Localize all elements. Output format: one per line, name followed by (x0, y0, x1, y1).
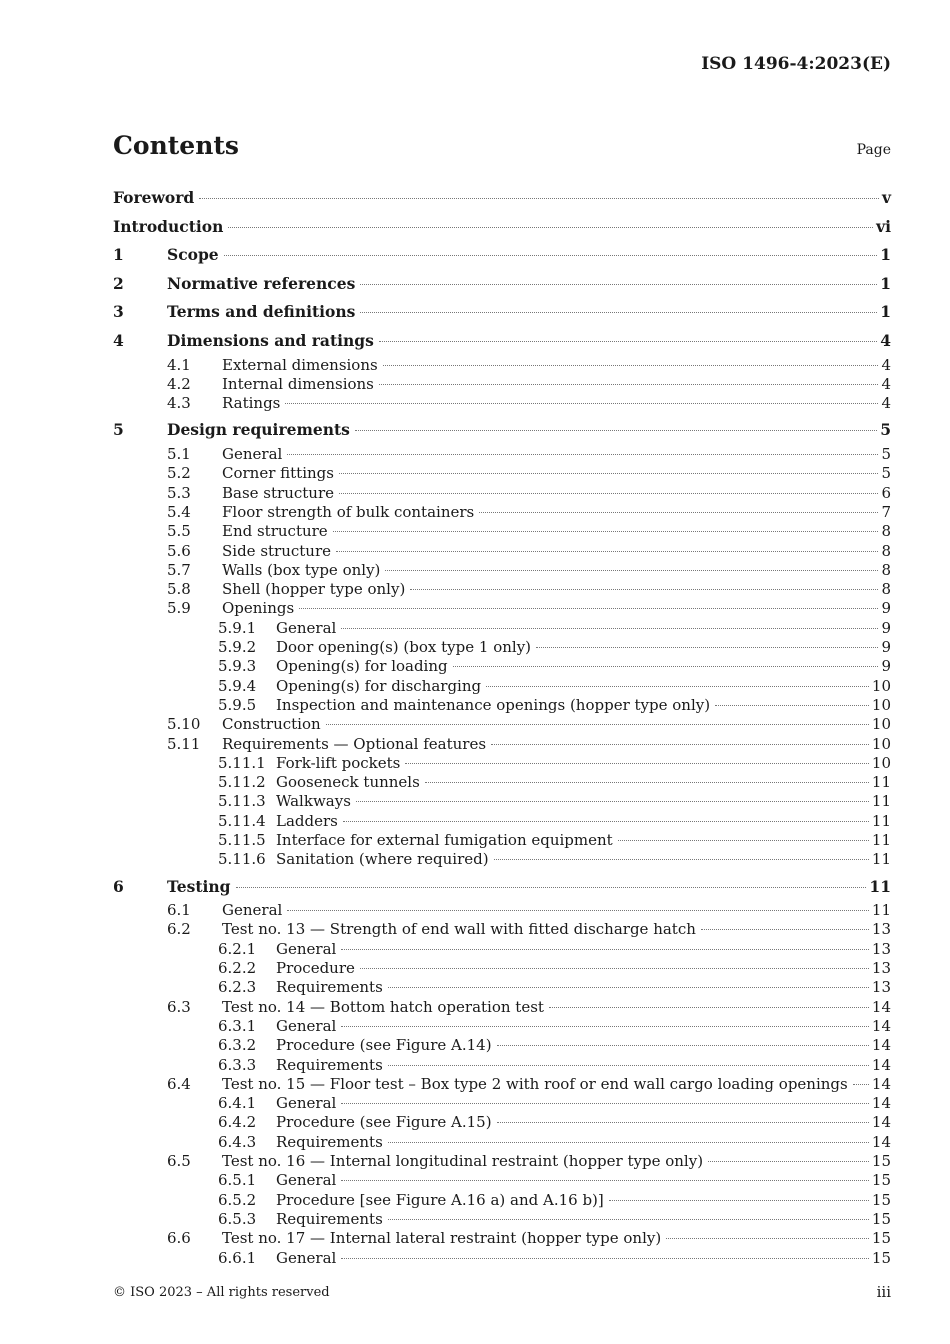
toc-entry[interactable] (113, 1249, 891, 1268)
toc-entry-page: 13 (871, 939, 891, 958)
toc-entry-title[interactable]: Door opening(s) (box type 1 only) (276, 638, 532, 657)
toc-entry-number: 2 (113, 273, 124, 293)
toc-entry-number: 5 (113, 420, 124, 440)
toc-entry[interactable] (113, 1191, 891, 1210)
dot-leader (388, 1065, 869, 1066)
toc-entry[interactable] (113, 1094, 891, 1113)
toc-entry[interactable] (113, 715, 891, 734)
toc-entry-title[interactable]: Sanitation (where required) (276, 850, 489, 869)
toc-entry-page: 5 (880, 420, 891, 440)
toc-entry-page: 10 (871, 753, 891, 772)
toc-entry-number: 5.11.2 (218, 773, 266, 792)
toc-entry-page: 1 (880, 273, 891, 293)
toc-entry-page: 14 (871, 1036, 891, 1055)
toc-entry[interactable] (113, 356, 891, 375)
page-title: Contents (113, 131, 240, 160)
toc-entry-title[interactable]: Procedure (276, 959, 355, 978)
dot-leader (224, 255, 878, 256)
toc-entry-number: 4.3 (167, 394, 191, 413)
toc-entry-number: 6.4.3 (218, 1132, 257, 1151)
toc-entry-number: 5.9.5 (218, 695, 257, 714)
toc-entry-page: 14 (871, 1055, 891, 1074)
dot-leader (388, 987, 869, 988)
toc-entry-page: 14 (871, 997, 891, 1016)
dot-leader (701, 929, 869, 930)
copyright-notice: © ISO 2023 – All rights reserved (113, 1285, 330, 1300)
toc-entry[interactable] (113, 677, 891, 696)
toc-entry[interactable] (113, 503, 891, 522)
dot-leader (360, 312, 877, 313)
toc-entry-title[interactable]: Test no. 14 — Bottom hatch operation test (222, 997, 544, 1016)
toc-entry[interactable] (113, 1171, 891, 1190)
toc-entry-title[interactable]: Design requirements (167, 420, 350, 440)
dot-leader (339, 493, 878, 494)
dot-leader (355, 430, 877, 431)
toc-entry-page: 5 (881, 464, 891, 483)
toc-entry-page: 11 (871, 792, 891, 811)
toc-entry-number: 5.1 (167, 445, 191, 464)
toc-entry-title[interactable]: Floor strength of bulk containers (222, 502, 475, 521)
toc-entry[interactable] (113, 638, 891, 657)
toc-entry-title[interactable]: General (276, 618, 337, 637)
toc-entry-number: 5.11.1 (218, 753, 266, 772)
dot-leader (549, 1007, 869, 1008)
toc-entry-page: 13 (871, 920, 891, 939)
toc-entry-page: 6 (881, 483, 891, 502)
toc-entry-number: 5.9.4 (218, 676, 257, 695)
toc-entry-page: 1 (880, 302, 891, 322)
toc-entry[interactable] (113, 542, 891, 561)
dot-leader (287, 910, 869, 911)
toc-entry-page: 4 (881, 374, 891, 393)
toc-entry-page: 10 (871, 715, 891, 734)
toc-entry-number: 6.2 (167, 920, 191, 939)
toc-entry-page: 10 (871, 695, 891, 714)
toc-entry-page: vi (876, 216, 891, 236)
toc-entry-page: 13 (871, 959, 891, 978)
toc-entry[interactable] (113, 1075, 891, 1094)
toc-entry-page: 15 (871, 1152, 891, 1171)
toc-entry-number: 5.5 (167, 522, 191, 541)
dot-leader (228, 227, 873, 228)
toc-entry[interactable] (113, 327, 891, 356)
toc-entry-number: 5.11.3 (218, 792, 266, 811)
toc-entry-page: 15 (871, 1248, 891, 1267)
toc-entry-page: 9 (881, 599, 891, 618)
toc-entry-title[interactable]: General (222, 445, 283, 464)
toc-entry-title[interactable]: Requirements (276, 1055, 383, 1074)
dot-leader (497, 1045, 869, 1046)
toc-entry-number: 5.3 (167, 483, 191, 502)
toc-entry-number: 5.7 (167, 560, 191, 579)
dot-leader (341, 1258, 869, 1259)
toc-entry-page: 11 (871, 901, 891, 920)
toc-entry-page: 4 (881, 355, 891, 374)
toc-entry-number: 4.1 (167, 355, 191, 374)
toc-entry[interactable] (113, 657, 891, 676)
toc-entry[interactable] (113, 464, 891, 483)
toc-entry-page: 15 (871, 1171, 891, 1190)
toc-entry-number: 6.3.2 (218, 1036, 257, 1055)
toc-entry[interactable] (113, 445, 891, 464)
toc-entry[interactable] (113, 213, 891, 242)
toc-entry-number: 5.10 (167, 715, 201, 734)
dot-leader (379, 341, 877, 342)
toc-entry-number: 6.3 (167, 997, 191, 1016)
toc-entry-page: 14 (871, 1132, 891, 1151)
toc-entry[interactable] (113, 901, 891, 920)
toc-entry-page: 10 (871, 676, 891, 695)
toc-entry[interactable] (113, 873, 891, 902)
dot-leader (388, 1219, 869, 1220)
dot-leader (236, 887, 867, 888)
toc-entry-page: 15 (871, 1229, 891, 1248)
toc-entry-title[interactable]: Terms and definitions (167, 302, 356, 322)
toc-entry-page: 4 (881, 394, 891, 413)
dot-leader (383, 365, 879, 366)
toc-entry-page: 13 (871, 978, 891, 997)
toc-entry-number: 5.9.3 (218, 657, 257, 676)
toc-entry-number: 6.5 (167, 1152, 191, 1171)
toc-entry-number: 3 (113, 302, 124, 322)
toc-entry-number: 5.11.4 (218, 811, 266, 830)
toc-entry-title[interactable]: Construction (222, 715, 321, 734)
toc-entry-page: 14 (871, 1074, 891, 1093)
toc-entry-title[interactable]: Fork-lift pockets (276, 753, 401, 772)
toc-entry-title[interactable]: General (276, 1016, 337, 1035)
dot-leader (666, 1238, 869, 1239)
dot-leader (479, 512, 878, 513)
dot-leader (853, 1084, 869, 1085)
dot-leader (343, 821, 869, 822)
dot-leader (199, 198, 879, 199)
toc-entry-number: 1 (113, 245, 124, 265)
dot-leader (336, 551, 878, 552)
toc-entry-title[interactable]: General (276, 939, 337, 958)
dot-leader (326, 724, 869, 725)
toc-entry-title[interactable]: General (276, 1248, 337, 1267)
toc-entry-number: 6 (113, 876, 124, 896)
dot-leader (494, 859, 869, 860)
toc-entry[interactable] (113, 484, 891, 503)
toc-entry-number: 5.11 (167, 734, 201, 753)
dot-leader (287, 454, 878, 455)
dot-leader (609, 1200, 869, 1201)
dot-leader (385, 570, 878, 571)
toc-entry-title[interactable]: Testing (167, 876, 231, 896)
dot-leader (333, 531, 879, 532)
dot-leader (341, 1103, 869, 1104)
toc-entry[interactable] (113, 1133, 891, 1152)
toc-entry-page: 9 (881, 657, 891, 676)
toc-entry[interactable] (113, 1152, 891, 1171)
dot-leader (339, 473, 878, 474)
toc-entry-title[interactable]: General (276, 1171, 337, 1190)
toc-entry-title[interactable]: Ratings (222, 394, 281, 413)
toc-entry-title[interactable]: Internal dimensions (222, 374, 374, 393)
table-of-contents (113, 184, 891, 1268)
toc-entry[interactable] (113, 1210, 891, 1229)
toc-entry-number: 6.4 (167, 1074, 191, 1093)
toc-entry-page: 8 (881, 541, 891, 560)
toc-entry-title[interactable]: Side structure (222, 541, 332, 560)
dot-leader (618, 840, 869, 841)
toc-entry[interactable] (113, 735, 891, 754)
dot-leader (491, 744, 869, 745)
toc-entry[interactable] (113, 940, 891, 959)
dot-leader (341, 1180, 869, 1181)
toc-entry[interactable] (113, 375, 891, 394)
toc-entry-page: 11 (871, 830, 891, 849)
toc-entry-title[interactable]: General (276, 1094, 337, 1113)
toc-entry-title[interactable]: Dimensions and ratings (167, 330, 374, 350)
dot-leader (379, 384, 879, 385)
toc-entry-number: 6.4.2 (218, 1113, 257, 1132)
dot-leader (388, 1142, 869, 1143)
toc-entry-title[interactable]: End structure (222, 522, 328, 541)
toc-entry-title[interactable]: Procedure [see Figure A.16 a) and A.16 b)] (276, 1190, 604, 1209)
toc-entry[interactable] (113, 1017, 891, 1036)
toc-entry-number: 4 (113, 330, 124, 350)
toc-entry-page: 14 (871, 1113, 891, 1132)
toc-entry-number: 5.2 (167, 464, 191, 483)
toc-entry[interactable] (113, 792, 891, 811)
toc-entry-title[interactable]: Interface for external fumigation equipment (276, 830, 613, 849)
toc-entry[interactable] (113, 416, 891, 445)
toc-entry[interactable] (113, 920, 891, 939)
toc-entry-page: 10 (871, 734, 891, 753)
toc-entry[interactable] (113, 998, 891, 1017)
toc-entry-number: 6.5.2 (218, 1190, 257, 1209)
dot-leader (410, 589, 878, 590)
dot-leader (486, 686, 869, 687)
dot-leader (356, 801, 869, 802)
dot-leader (360, 968, 869, 969)
toc-entry[interactable] (113, 1229, 891, 1248)
toc-entry-page: 14 (871, 1094, 891, 1113)
toc-entry-title[interactable]: Procedure (see Figure A.15) (276, 1113, 492, 1132)
toc-entry[interactable] (113, 522, 891, 541)
toc-entry-page: 8 (881, 522, 891, 541)
toc-entry[interactable] (113, 599, 891, 618)
toc-entry-title[interactable]: Openings (222, 599, 295, 618)
dot-leader (341, 949, 869, 950)
toc-entry-number: 5.6 (167, 541, 191, 560)
toc-entry[interactable] (113, 978, 891, 997)
toc-entry[interactable] (113, 959, 891, 978)
toc-entry-title[interactable]: Requirements (276, 1209, 383, 1228)
toc-entry[interactable] (113, 1056, 891, 1075)
toc-entry-title[interactable]: External dimensions (222, 355, 378, 374)
toc-entry-number: 4.2 (167, 374, 191, 393)
toc-entry-title[interactable]: Test no. 13 — Strength of end wall with fitted discharge hatch (222, 920, 696, 939)
toc-entry[interactable] (113, 696, 891, 715)
toc-entry-number: 6.5.1 (218, 1171, 257, 1190)
toc-entry-title[interactable]: Scope (167, 245, 219, 265)
toc-entry[interactable] (113, 241, 891, 270)
dot-leader (285, 403, 878, 404)
toc-entry-title[interactable]: Corner fittings (222, 464, 334, 483)
toc-entry[interactable] (113, 773, 891, 792)
toc-entry[interactable] (113, 850, 891, 869)
toc-entry-title[interactable]: Foreword (113, 188, 195, 207)
dot-leader (425, 782, 869, 783)
toc-entry-title[interactable]: Walkways (276, 792, 351, 811)
toc-entry-number: 5.11.6 (218, 850, 266, 869)
toc-entry-page: 11 (871, 850, 891, 869)
toc-entry-number: 5.9 (167, 599, 191, 618)
toc-entry-number: 5.11.5 (218, 830, 266, 849)
toc-entry-page: 15 (871, 1209, 891, 1228)
toc-entry-number: 5.4 (167, 502, 191, 521)
toc-entry-title[interactable]: Inspection and maintenance openings (hopper type only) (276, 695, 711, 714)
toc-entry-number: 6.3.1 (218, 1016, 257, 1035)
dot-leader (536, 647, 878, 648)
toc-entry-page: 11 (871, 773, 891, 792)
toc-entry-number: 6.6.1 (218, 1248, 257, 1267)
toc-entry-title[interactable]: Ladders (276, 811, 338, 830)
toc-entry-number: 5.8 (167, 580, 191, 599)
toc-entry-page: 8 (881, 580, 891, 599)
toc-entry-number: 6.1 (167, 901, 191, 920)
toc-entry-page: 11 (869, 876, 891, 896)
toc-entry[interactable] (113, 1113, 891, 1132)
toc-entry-page: 1 (880, 245, 891, 265)
toc-entry[interactable] (113, 1036, 891, 1055)
toc-entry-number: 6.6 (167, 1229, 191, 1248)
toc-entry-page: 5 (881, 445, 891, 464)
toc-entry-title[interactable]: Introduction (113, 216, 224, 236)
toc-entry[interactable] (113, 270, 891, 299)
toc-entry-page: 4 (880, 330, 891, 350)
dot-leader (341, 1026, 869, 1027)
toc-entry-title[interactable]: Shell (hopper type only) (222, 580, 406, 599)
toc-entry-number: 6.2.3 (218, 978, 257, 997)
page-column-label: Page (856, 142, 891, 158)
toc-entry-title[interactable]: Requirements — Optional features (222, 734, 487, 753)
dot-leader (360, 284, 877, 285)
toc-entry-title[interactable]: Opening(s) for loading (276, 657, 448, 676)
toc-entry-number: 5.9.1 (218, 618, 257, 637)
toc-entry-number: 6.2.2 (218, 959, 257, 978)
toc-entry-title[interactable]: Normative references (167, 273, 356, 293)
toc-entry-title[interactable]: Walls (box type only) (222, 560, 381, 579)
dot-leader (715, 705, 869, 706)
toc-entry-number: 6.5.3 (218, 1209, 257, 1228)
toc-entry-number: 6.2.1 (218, 939, 257, 958)
dot-leader (708, 1161, 869, 1162)
dot-leader (405, 763, 869, 764)
toc-entry-title[interactable]: Test no. 15 — Floor test – Box type 2 with roof or end wall cargo loading openings (222, 1074, 848, 1093)
toc-entry-title[interactable]: Test no. 16 — Internal longitudinal restraint (hopper type only) (222, 1152, 704, 1171)
toc-entry-page: 15 (871, 1190, 891, 1209)
dot-leader (299, 608, 878, 609)
toc-entry[interactable] (113, 619, 891, 638)
toc-entry[interactable] (113, 812, 891, 831)
toc-entry-title[interactable]: General (222, 901, 283, 920)
document-id: ISO 1496-4:2023(E) (701, 54, 891, 74)
toc-entry[interactable] (113, 184, 891, 213)
toc-entry-title[interactable]: Requirements (276, 978, 383, 997)
page-number: iii (876, 1283, 891, 1301)
toc-entry[interactable] (113, 298, 891, 327)
toc-entry-number: 5.9.2 (218, 638, 257, 657)
toc-entry-page: 8 (881, 560, 891, 579)
dot-leader (497, 1122, 869, 1123)
toc-entry[interactable] (113, 831, 891, 850)
toc-entry-title[interactable]: Base structure (222, 483, 335, 502)
toc-entry-page: 11 (871, 811, 891, 830)
dot-leader (341, 628, 878, 629)
toc-entry-title[interactable]: Gooseneck tunnels (276, 773, 420, 792)
dot-leader (453, 666, 879, 667)
toc-entry-title[interactable]: Opening(s) for discharging (276, 676, 482, 695)
toc-entry-page: v (881, 188, 891, 207)
toc-entry-title[interactable]: Requirements (276, 1132, 383, 1151)
toc-entry-title[interactable]: Procedure (see Figure A.14) (276, 1036, 492, 1055)
toc-entry-page: 14 (871, 1016, 891, 1035)
toc-entry[interactable] (113, 394, 891, 413)
toc-entry[interactable] (113, 754, 891, 773)
toc-entry-title[interactable]: Test no. 17 — Internal lateral restraint (hopper type only) (222, 1229, 662, 1248)
toc-entry-page: 9 (881, 618, 891, 637)
toc-entry[interactable] (113, 561, 891, 580)
toc-entry[interactable] (113, 580, 891, 599)
toc-entry-page: 9 (881, 638, 891, 657)
toc-entry-number: 6.3.3 (218, 1055, 257, 1074)
toc-entry-page: 7 (881, 502, 891, 521)
toc-entry-number: 6.4.1 (218, 1094, 257, 1113)
